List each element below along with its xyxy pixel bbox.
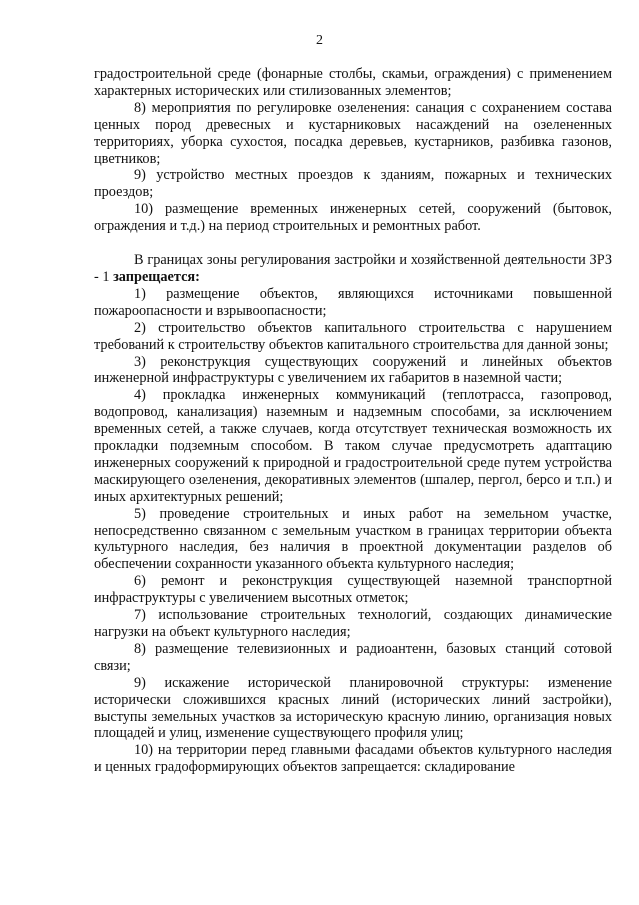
list-item bbox=[94, 167, 612, 201]
item-text: прокладка инженерных коммуникаций (теплотрасса, газопровод, водопровод, канализация) наземным и надземным способами, за исключением временных сетей, а также случаев, когда отсутствует техническая возможность их прокладки подземным способом. В таком случае предусмотреть адаптацию инженерных сооружений к природной и градостроительной среде путем устройства маскирующего озеленения, декоративных элементов (шпалер, пергол, берсо и т.п.) и иных архитектурных решений; bbox=[94, 387, 612, 505]
item-number: 8) bbox=[134, 640, 146, 657]
paragraph-text: градостроительной среде (фонарные столбы, скамьи, ограждения) с применением характерных исторических или стилизованных элементов; bbox=[94, 66, 612, 99]
item-text: устройство местных проездов к зданиям, пожарных и технических проездов; bbox=[94, 167, 612, 201]
list-item bbox=[94, 286, 612, 320]
list-item bbox=[94, 573, 612, 607]
list-item bbox=[94, 100, 612, 168]
item-number: 7) bbox=[134, 607, 146, 624]
item-number: 2) bbox=[134, 319, 146, 336]
item-text: реконструкция существующих сооружений и линейных объектов инженерной инфраструктуры с увеличением их габаритов в наземной части; bbox=[94, 353, 613, 387]
item-number: 9) bbox=[134, 674, 146, 691]
item-number: 3) bbox=[134, 353, 146, 370]
item-text: мероприятия по регулировке озеленения: санация с сохранением состава ценных пород древесных и кустарниковых насаждений на озелененных территориях, уборка сухостоя, посадка деревьев, кустарников, разбивка газонов, цветников; bbox=[94, 99, 613, 167]
item-text: размещение объектов, являющихся источниками повышенной пожароопасности и взрывоопасности; bbox=[94, 285, 612, 319]
list-item bbox=[94, 320, 612, 354]
list-item bbox=[94, 387, 612, 505]
intro-text: В границах зоны регулирования застройки и хозяйственной деятельности ЗРЗ - 1 bbox=[94, 252, 612, 285]
list-item bbox=[94, 607, 612, 641]
list-item bbox=[94, 201, 612, 235]
item-number: 10) bbox=[134, 742, 154, 759]
list-item bbox=[94, 742, 612, 776]
item-number: 4) bbox=[134, 387, 146, 404]
list-item bbox=[94, 641, 612, 675]
item-number: 8) bbox=[134, 99, 146, 116]
list-item bbox=[94, 506, 612, 574]
list-item bbox=[94, 675, 612, 743]
item-text: искажение исторической планировочной структуры: изменение исторически сложившихся красных линий (исторических линий застройки), выступы земельных участков за историческую красную линию, организация новых площадей и улиц, изменение существующего профиля улиц; bbox=[94, 674, 612, 742]
item-text: на территории перед главными фасадами объектов культурного наследия и ценных градоформирующих объектов запрещается: складирование bbox=[94, 742, 612, 776]
item-number: 5) bbox=[134, 505, 146, 522]
item-text: использование строительных технологий, создающих динамические нагрузки на объект культурного наследия; bbox=[94, 607, 612, 640]
item-number: 9) bbox=[134, 167, 146, 184]
item-text: строительство объектов капитального строительства с нарушением требований к строительству объектов капитального строительства для данной зоны; bbox=[94, 319, 612, 353]
page-number: 2 bbox=[316, 33, 323, 48]
document-body bbox=[94, 66, 612, 776]
item-number: 10) bbox=[134, 201, 154, 218]
item-text: ремонт и реконструкция существующей наземной транспортной инфраструктуры с увеличением высотных отметок; bbox=[94, 573, 613, 607]
section-intro bbox=[94, 252, 612, 286]
paragraph-continuation bbox=[94, 66, 612, 100]
item-text: размещение телевизионных и радиоантенн, базовых станций сотовой связи; bbox=[94, 640, 613, 674]
item-text: размещение временных инженерных сетей, сооружений (бытовок, ограждения и т.д.) на период строительных и ремонтных работ. bbox=[94, 201, 612, 235]
list-item bbox=[94, 354, 612, 388]
item-number: 6) bbox=[134, 573, 146, 590]
item-text: проведение строительных и иных работ на земельном участке, непосредственно связанном с земельным участком в границах территории объекта культурного наследия, без наличия в проектной документации разделов об обеспечении сохранности указанного объекта культурного наследия; bbox=[94, 505, 612, 573]
intro-bold: запрещается: bbox=[113, 268, 200, 285]
item-number: 1) bbox=[134, 285, 146, 302]
